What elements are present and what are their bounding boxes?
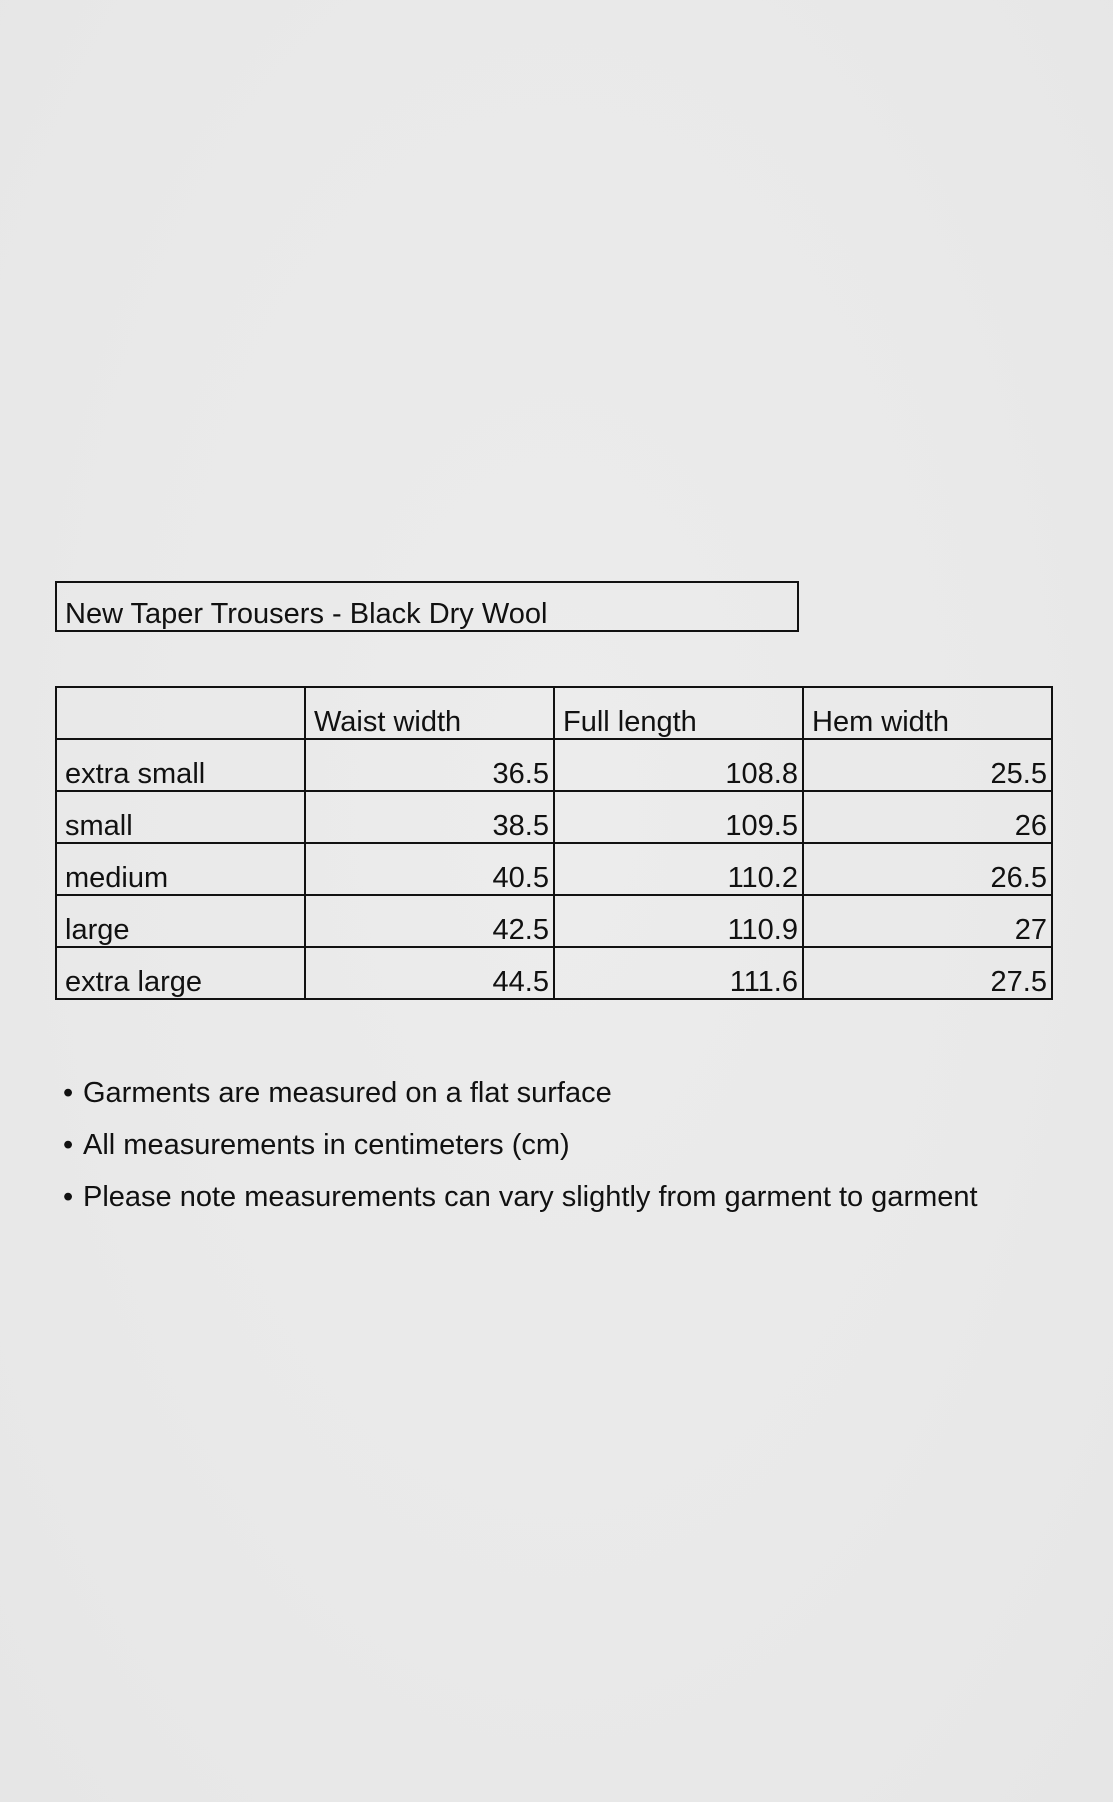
- table-row: [56, 791, 1052, 843]
- list-item: [63, 1119, 978, 1171]
- table-row: [56, 947, 1052, 999]
- size-label: large: [56, 895, 305, 947]
- size-label: extra large: [56, 947, 305, 999]
- product-title: New Taper Trousers - Black Dry Wool: [65, 598, 548, 630]
- note-text: Please note measurements can vary slightly from garment to garment: [83, 1181, 978, 1213]
- size-label: medium: [56, 843, 305, 895]
- waist-value: 36.5: [305, 739, 554, 791]
- bullet-mark: •: [63, 1077, 74, 1109]
- measurement-notes: [63, 1067, 978, 1223]
- waist-value: 40.5: [305, 843, 554, 895]
- bullet-mark: •: [63, 1129, 74, 1161]
- product-title-box: [55, 581, 799, 632]
- header-waist-width: Waist width: [305, 687, 554, 739]
- note-text: All measurements in centimeters (cm): [83, 1129, 570, 1161]
- note-text: Garments are measured on a flat surface: [83, 1077, 612, 1109]
- size-label: small: [56, 791, 305, 843]
- list-item: [63, 1171, 978, 1223]
- hem-value: 25.5: [803, 739, 1052, 791]
- size-label: extra small: [56, 739, 305, 791]
- hem-value: 26: [803, 791, 1052, 843]
- table-row: [56, 739, 1052, 791]
- waist-value: 38.5: [305, 791, 554, 843]
- length-value: 111.6: [554, 947, 803, 999]
- list-item: [63, 1067, 978, 1119]
- table-row: [56, 895, 1052, 947]
- hem-value: 27: [803, 895, 1052, 947]
- waist-value: 42.5: [305, 895, 554, 947]
- length-value: 108.8: [554, 739, 803, 791]
- header-hem-width: Hem width: [803, 687, 1052, 739]
- length-value: 110.9: [554, 895, 803, 947]
- hem-value: 26.5: [803, 843, 1052, 895]
- waist-value: 44.5: [305, 947, 554, 999]
- length-value: 109.5: [554, 791, 803, 843]
- table-row: [56, 843, 1052, 895]
- hem-value: 27.5: [803, 947, 1052, 999]
- header-size: [56, 687, 305, 739]
- length-value: 110.2: [554, 843, 803, 895]
- header-full-length: Full length: [554, 687, 803, 739]
- bullet-mark: •: [63, 1181, 74, 1213]
- size-chart-table: [55, 686, 1053, 1000]
- table-header-row: [56, 687, 1052, 739]
